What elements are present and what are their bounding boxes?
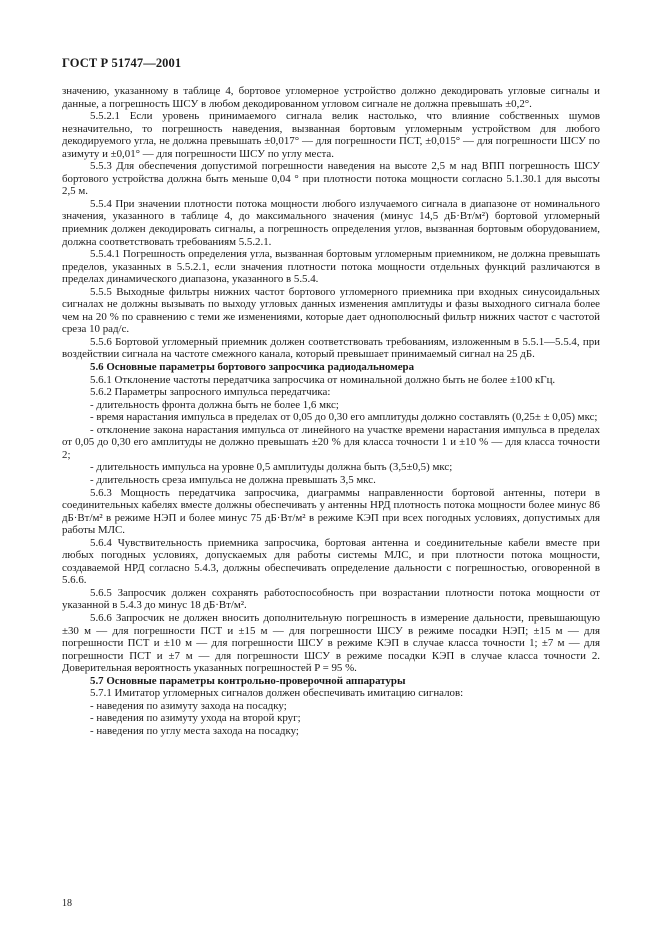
page-number: 18 [62,898,72,909]
section-heading-5-6: 5.6 Основные параметры бортового запросчика радиодальномера [90,361,415,374]
paragraph-5-5-2-1: 5.5.2.1 Если уровень принимаемого сигнала велик настолько, что влияние собственных шумов незначительно, то погрешность наведения, вызванная бортовым угломерным устройством для любого декодируемого угла, не должна превышать ±0,017° — для погрешности ПСТ, ±0,015° — для погрешности ШСУ по азимуту и ±0,01° — для погрешности ШСУ по углу места. [62,110,600,160]
paragraph-5-6-1: 5.6.1 Отклонение частоты передатчика запросчика от номинальной должно быть не более ±100 кГц. [90,373,556,386]
paragraph-5-5-5: 5.5.5 Выходные фильтры нижних частот бортового угломерного приемника при входных синусоидальных сигналах не должны вызывать по выходу угловых данных изменения амплитуды и фазы выходного сигнала более чем на 20 % по сравнению с теми же изменениями, которые дает однополюсный фильтр нижних частот с частотой среза 10 рад/с. [62,285,600,336]
list-item: - наведения по азимуту захода на посадку; [90,699,287,712]
section-heading-5-7: 5.7 Основные параметры контрольно-проверочной аппаратуры [90,674,406,687]
standard-designation: ГОСТ Р 51747—2001 [62,56,182,70]
paragraph-5-5-4: 5.5.4 При значении плотности потока мощности любого излучаемого сигнала в диапазоне от номинального значения, указанного в таблице 4, до максимального значения (минус 14,5 дБ·Вт/м²) бортовой угломерный приемник должен декодировать сигналы, а погрешность определения углов, вызванная бортовым оборудованием, должна соответствовать требованиям 5.5.2.1. [62,197,600,248]
paragraph-5-6-3: 5.6.3 Мощность передатчика запросчика, диаграммы направленности бортовой антенны, потери в соединительных кабелях вместе должны обеспечивать у антенны НРД плотность потока мощности более минус 86 дБ·Вт/м² в режиме НЭП и более минус 75 дБ·Вт/м² в режиме КЭП при всех погодных условиях, допустимых для работы МЛС. [62,486,600,537]
list-item: - наведения по углу места захода на посадку; [90,724,299,737]
paragraph-5-6-2: 5.6.2 Параметры запросного импульса передатчика: [90,386,331,399]
paragraph-5-5-3: 5.5.3 Для обеспечения допустимой погрешности наведения на высоте 2,5 м над ВПП погрешность ШСУ бортового устройства должна быть меньше 0,04 ° при плотности потока мощности согласно 5.1.30.1 для высоты 2,5 м. [62,160,600,198]
paragraph-5-5-6: 5.5.6 Бортовой угломерный приемник должен соответствовать требованиям, изложенным в 5.5.1—5.5.4, при воздействии сигнала на частоте смежного канала, который превышает принимаемый сигнал на 25 дБ. [62,335,600,361]
list-item: - длительность фронта должна быть не более 1,6 мкс; [90,398,339,411]
document-body [62,85,600,737]
paragraph-5-6-5: 5.6.5 Запросчик должен сохранять работоспособность при возрастании плотности потока мощности от указанной в 5.4.3 до минус 18 дБ·Вт/м². [62,586,600,612]
list-item: - время нарастания импульса в пределах от 0,05 до 0,30 его амплитуды должно составлять (0,25± ± 0,05) мкс; [90,411,598,424]
paragraph-continuation: значению, указанному в таблице 4, бортовое угломерное устройство должно декодировать угловые сигналы и данные, а погрешность ШСУ в любом декодированном угловом сигнале не должна превышать ±0,2°. [62,85,600,110]
list-item: - отклонение закона нарастания импульса от линейного на участке времени нарастания импульса в пределах от 0,05 до 0,30 его амплитуды не должно превышать ±20 % для класса точности 1 и ±10 % — для класса точности 2; [62,423,600,461]
paragraph-5-5-4-1: 5.5.4.1 Погрешность определения угла, вызванная бортовым угломерным приемником, не должна превышать пределов, указанных в 5.5.2.1, если значения плотности потока мощности отдельных функций различаются в пределах динамического диапазона, указанного в 5.5.4. [62,248,600,286]
paragraph-5-7-1: 5.7.1 Имитатор угломерных сигналов должен обеспечивать имитацию сигналов: [90,687,464,700]
paragraph-5-6-4: 5.6.4 Чувствительность приемника запросчика, бортовая антенна и соединительные кабели вместе при любых погодных условиях, допускаемых для работы системы МЛС, и при плотности потока мощности, создаваемой НРД согласно 5.4.3, должны обеспечивать определение дальности с погрешностью, оговоренной в 5.6.6. [62,536,600,587]
paragraph-5-6-6: 5.6.6 Запросчик не должен вносить дополнительную погрешность в измерение дальности, превышающую ±30 м — для погрешности ПСТ и ±15 м — для погрешности ШСУ в режиме посадки НЭП; ±15 м — для погрешности ПСТ и ±10 м — для погрешности ШСУ в режиме КЭП в случае класса точности 1; ±7 м — для погрешности ПСТ и ±7 м — для погрешности ШСУ в режиме посадки КЭП в случае класса точности 2. Доверительная вероятность указанных погрешностей P = 95 %. [62,611,600,675]
list-item: - длительность среза импульса не должна превышать 3,5 мкс. [90,473,376,486]
list-item: - длительность импульса на уровне 0,5 амплитуды должна быть (3,5±0,5) мкс; [90,461,453,474]
list-item: - наведения по азимуту ухода на второй круг; [90,712,301,725]
